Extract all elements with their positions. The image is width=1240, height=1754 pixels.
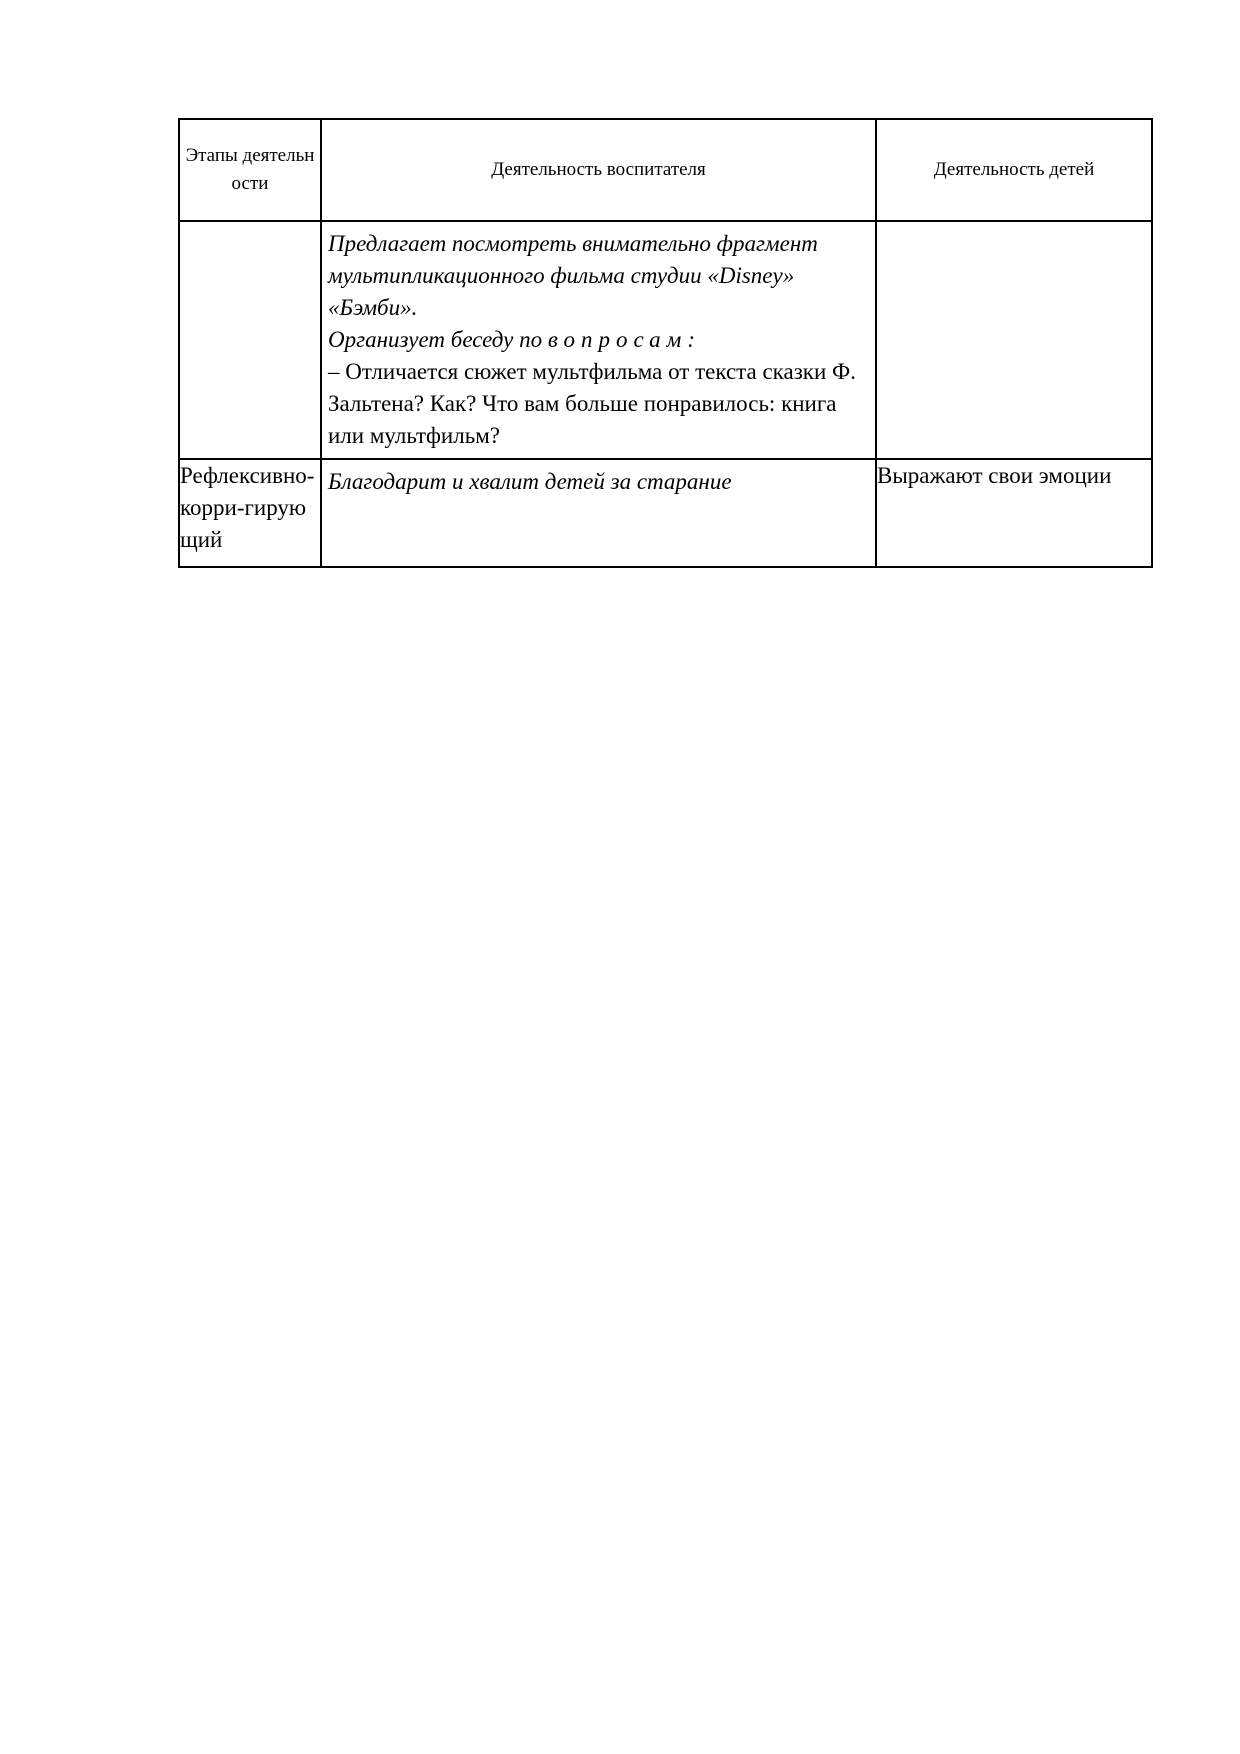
teacher-activity-cell [321,459,876,567]
discussion-prefix: Организует беседу по [328,327,548,352]
children-activity-cell: Выражают свои эмоции [876,459,1152,567]
lesson-stages-table [178,118,1153,568]
teacher-activity-text: Благодарит и хвалит детей за старание [328,469,732,494]
header-children-activity: Деятельность детей [876,119,1152,221]
teacher-activity-text [328,324,869,356]
table-header-row [179,119,1152,221]
children-activity-cell [876,221,1152,459]
header-teacher-activity: Деятельность воспитателя [321,119,876,221]
header-stage: Этапы деятельности [179,119,321,221]
stage-cell [179,221,321,459]
teacher-activity-text: Предлагает посмотреть внимательно фрагмент мультипликационного фильма студии «Disney» «Бэмби». [328,231,818,320]
stage-cell: Рефлексивно-корри-гирующий [179,459,321,567]
table-row [179,459,1152,567]
table-row [179,221,1152,459]
discussion-question: – Отличается сюжет мультфильма от текста сказки Ф. Зальтена? Как? Что вам больше понравилось: книга или мультфильм? [328,359,856,448]
discussion-spaced-word: вопросам: [547,327,701,352]
teacher-activity-cell [321,221,876,459]
